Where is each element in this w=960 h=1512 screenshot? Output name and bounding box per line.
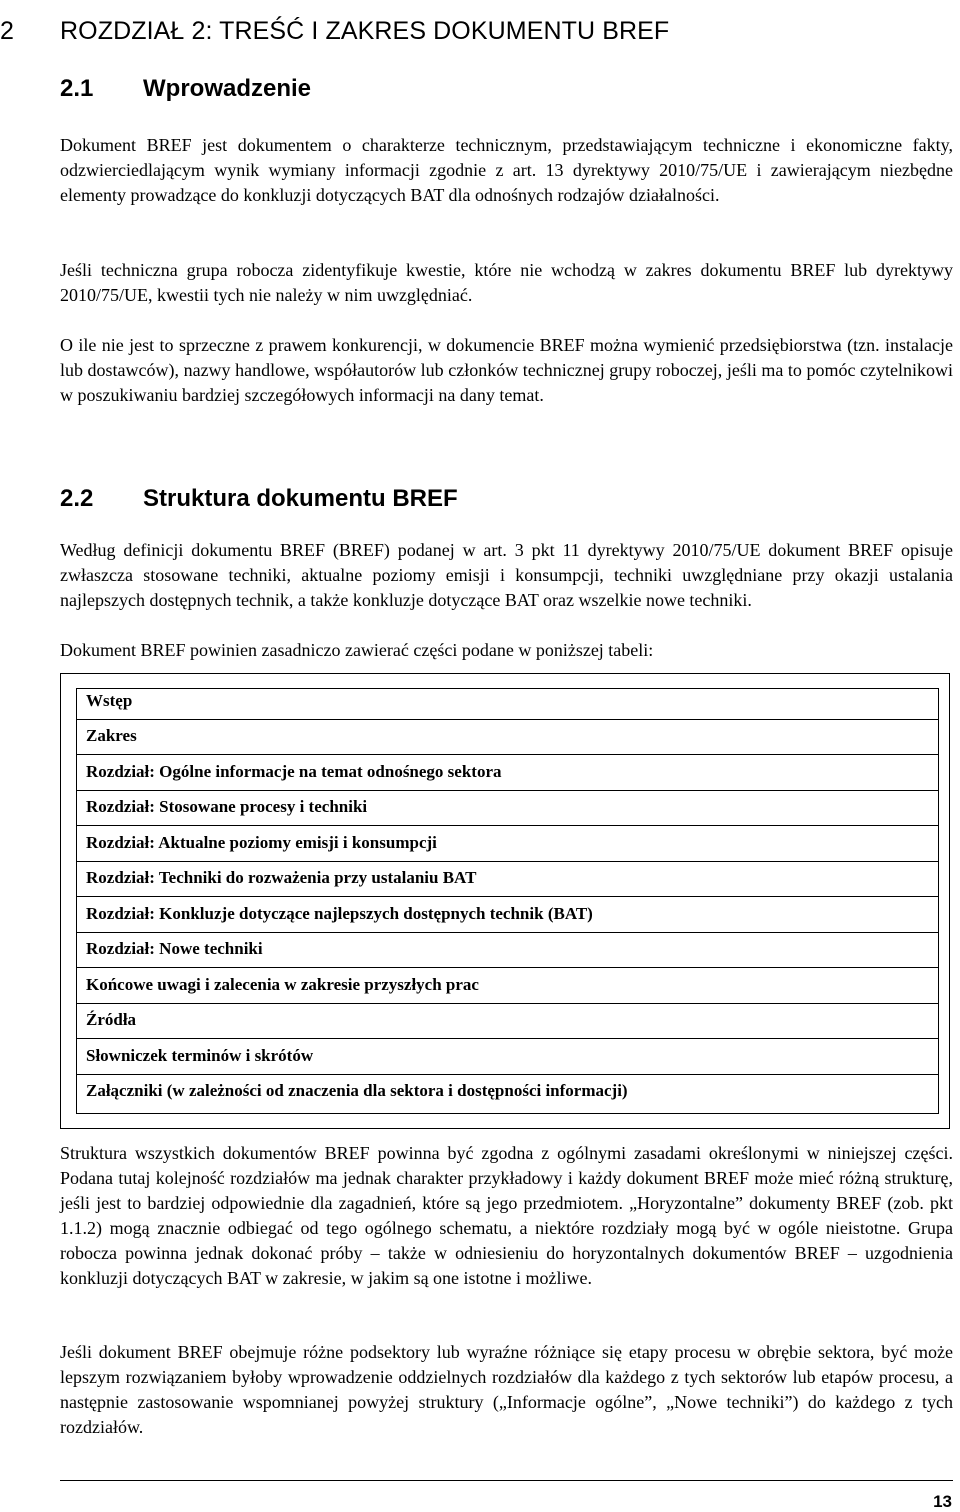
table-divider [77,896,938,897]
table-row: Załączniki (w zależności od znaczenia dla sektora i dostępności informacji) [86,1081,628,1100]
section-number: 2.1 [60,75,94,102]
section-heading-2-1 [60,73,940,105]
paragraph-structure-note: Struktura wszystkich dokumentów BREF powinna być zgodna z ogólnymi zasadami określonymi w niniejszej części. Podana tutaj kolejność rozdziałów ma jednak charakter przykładowy i każdy dokument BREF może mieć różną strukturę, jeśli jest to bardziej odpowiednie dla zagadnień, które są jego przedmiotem. „Horyzontalne” dokumenty BREF (zob. pkt 1.1.2) mogą znacznie odbiegać od tego ogólnego schematu, a niektóre rozdziały mogą być w ogóle nieistotne. Grupa robocza powinna jednak dokonać próby – także w odniesieniu do horyzontalnych dokumentów BREF – uzgodnienia konkluzji dotyczących BAT w zakresie, w jakim są one istotne i możliwe. [60,1143,953,1288]
table-divider [77,754,938,755]
table-row: Końcowe uwagi i zalecenia w zakresie przyszłych prac [86,975,479,994]
table-divider [77,719,938,720]
table-row: Zakres [86,726,137,745]
section-heading-2-2 [60,483,940,515]
section-title: Wprowadzenie [143,75,312,102]
table-divider [77,967,938,968]
table-divider [77,932,938,933]
table-divider [77,1074,938,1075]
table-divider [77,1003,938,1004]
table-row: Rozdział: Konkluzje dotyczące najlepszych dostępnych technik (BAT) [86,904,593,923]
table-divider [77,1038,938,1039]
table-row: Rozdział: Ogólne informacje na temat odnośnego sektora [86,762,502,781]
table-row: Wstęp [86,691,133,710]
paragraph-competition: O ile nie jest to sprzeczne z prawem konkurencji, w dokumencie BREF można wymienić przedsiębiorstwa (tzn. instalacje lub dostawców), nazwy handlowe, współautorów lub członków technicznej grupy roboczej, jeśli ma to pomóc czytelnikowi w poszukiwaniu bardziej szczegółowych informacji na dany temat. [60,335,953,405]
paragraph-definition: Według definicji dokumentu BREF (BREF) podanej w art. 3 pkt 11 dyrektywy 2010/75/UE dokument BREF opisuje zwłaszcza stosowane techniki, aktualne poziomy emisji i konsumpcji, techniki uwzględniane przy okazji ustalania najlepszych dostępnych technik, a także konkluzje dotyczące BAT oraz wszelkie nowe techniki. [60,540,953,610]
table-divider [77,790,938,791]
page-number: 13 [933,1492,952,1511]
table-row: Słowniczek terminów i skrótów [86,1046,314,1065]
table-row: Rozdział: Nowe techniki [86,939,263,958]
chapter-title: ROZDZIAŁ 2: TREŚĆ I ZAKRES DOKUMENTU BREF [60,17,670,45]
table-divider [77,861,938,862]
footer-rule [60,1480,953,1481]
paragraph-intro: Dokument BREF jest dokumentem o charakterze technicznym, przedstawiającym techniczne i ekonomiczne fakty, odzwierciedlającym wynik wymiany informacji zgodnie z art. 13 dyrektywy 2010/75/UE i zawierającym niezbędne elementy prowadzące do konkluzji dotyczących BAT dla odnośnych rodzajów działalności. [60,135,953,205]
paragraph-scope: Jeśli techniczna grupa robocza zidentyfikuje kwestie, które nie wchodzą w zakres dokumentu BREF lub dyrektywy 2010/75/UE, kwestii tych nie należy w nim uwzględniać. [60,260,953,305]
table-row: Rozdział: Stosowane procesy i techniki [86,797,368,816]
table-row: Rozdział: Aktualne poziomy emisji i konsumpcji [86,833,437,852]
section-title: Struktura dokumentu BREF [143,485,458,512]
paragraph-subsectors: Jeśli dokument BREF obejmuje różne podsektory lub wyraźne różniące się etapy procesu w obrębie sektora, być może lepszym rozwiązaniem byłoby wprowadzenie oddzielnych rozdziałów dla każdego z tych sektorów lub etapów procesu, a następnie zastosowanie wspomnianej powyżej struktury („Informacje ogólne”, „Nowe techniki”) do każdego z tych rozdziałów. [60,1342,953,1437]
table-row: Rozdział: Techniki do rozważenia przy ustalaniu BAT [86,868,477,887]
table-divider [77,825,938,826]
table-row: Źródła [86,1010,137,1029]
chapter-heading [0,14,940,48]
paragraph-table-intro: Dokument BREF powinien zasadniczo zawierać części podane w poniższej tabeli: [60,640,654,660]
section-number: 2.2 [60,485,94,512]
chapter-number: 2 [0,17,15,45]
